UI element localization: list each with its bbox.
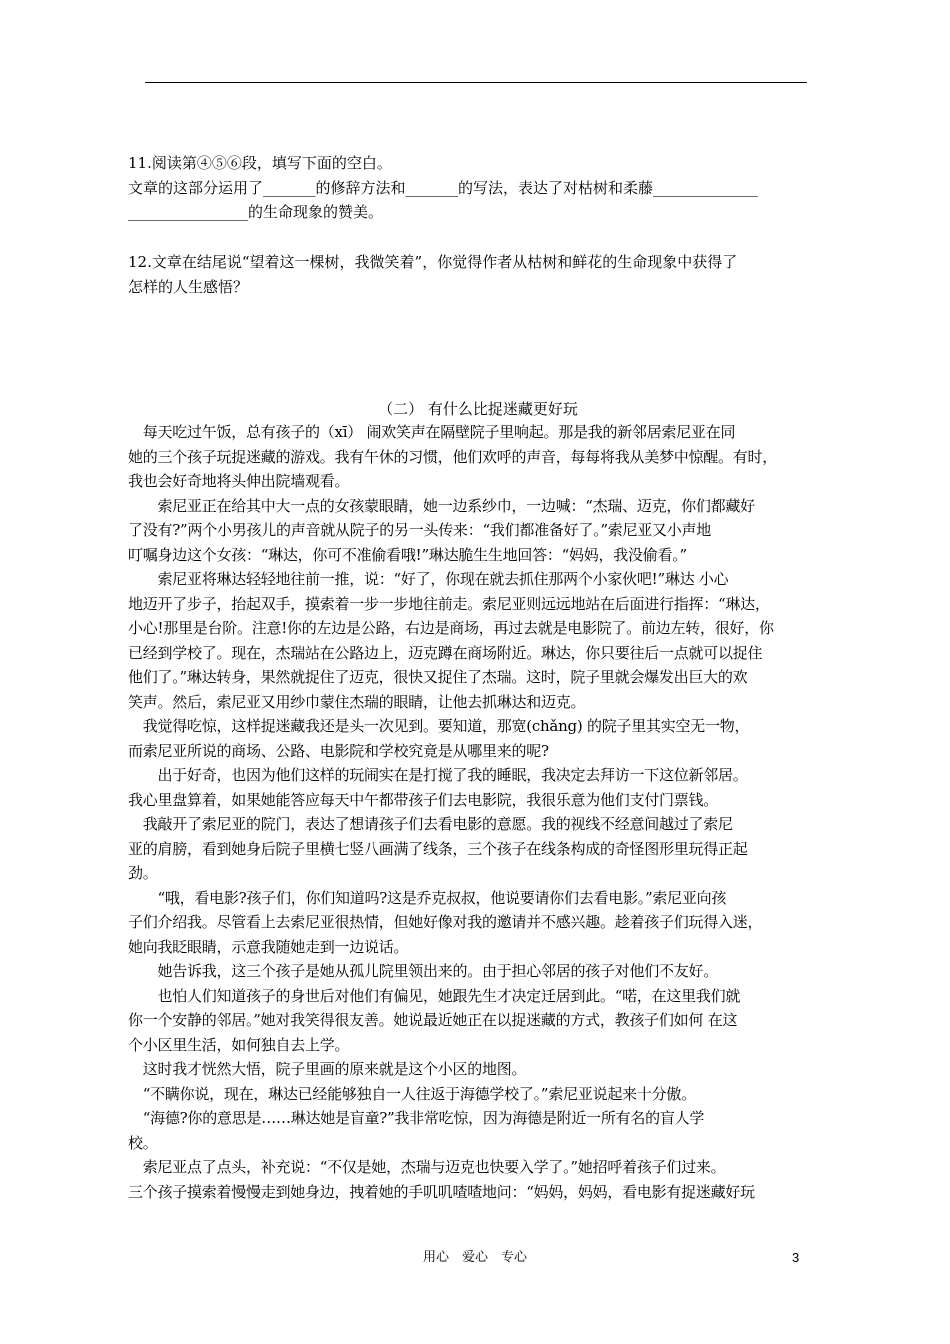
story-line: 子们介绍我。尽管看上去索尼亚很热情，但她好像对我的邀请并不感兴趣。趁着孩子们玩得入迷， [128, 913, 763, 931]
story-line: 了没有?”两个小男孩儿的声音就从院子的另一头传来：“我们都准备好了。”索尼亚又小声地 [128, 521, 712, 539]
story-line: 这时我才恍然大悟，院子里画的原来就是这个小区的地图。 [128, 1060, 527, 1078]
story-line: 她向我眨眼睛，示意我随她走到一边说话。 [128, 937, 409, 956]
story-line: 也怕人们知道孩子的身世后对他们有偏见，她跟先生才决定迁居到此。“喏，在这里我们就 [128, 986, 741, 1005]
story-line: 叮嘱身边这个女孩：“琳达，你可不准偷看哦!”琳达脆生生地回答：“妈妈，我没偷看。” [128, 545, 687, 564]
story-line: 她的三个孩子玩捉迷藏的游戏。我有午休的习惯，他们欢呼的声音，每每将我从美梦中惊醒。有时， [128, 447, 778, 466]
story-title: （二） 有什么比捉迷藏更好玩 [378, 400, 578, 418]
story-line: 已经到学校了。现在，杰瑞站在公路边上，迈克蹲在商场附近。琳达，你只要往后一点就可以捉住 [128, 643, 763, 662]
story-line: 她告诉我，这三个孩子是她从孤儿院里领出来的。由于担心邻居的孩子对他们不友好。 [128, 962, 719, 980]
footer-motto: 用心 爱心 专心 [422, 1250, 527, 1265]
story-line: 笑声。然后，索尼亚又用纱巾蒙住杰瑞的眼睛，让他去抓琳达和迈克。 [128, 692, 586, 711]
story-line: 他们了。”琳达转身，果然就捉住了迈克，很快又捉住了杰瑞。这时，院子里就会爆发出巨大的欢 [128, 668, 748, 686]
story-line: 每天吃过午饭，总有孩子的（xī） 闹欢笑声在隔壁院子里响起。那是我的新邻居索尼亚在同 [128, 423, 736, 441]
story-line: 而索尼亚所说的商场、公路、电影院和学校究竟是从哪里来的呢? [128, 741, 549, 760]
story-line: 我心里盘算着，如果她能答应每天中午都带孩子们去电影院，我很乐意为他们支付门票钱。 [128, 790, 719, 809]
header-rule [145, 82, 807, 83]
story-line: 地迈开了步子，抬起双手，摸索着一步一步地往前走。索尼亚则远远地站在后面进行指挥：“琳达， [128, 594, 770, 613]
story-line: 校。 [128, 1133, 158, 1152]
story-line: “海德?你的意思是……琳达她是盲童?”我非常吃惊，因为海德是附近一所有名的盲人学 [128, 1109, 705, 1127]
story-line: 亚的肩膀，看到她身后院子里横七竖八画满了线条，三个孩子在线条构成的奇怪图形里玩得正起 [128, 839, 748, 858]
story-line: 个小区里生活，如何独自去上学。 [128, 1035, 350, 1054]
question-11 [128, 151, 828, 225]
question-11-line: ________________的生命现象的赞美。 [128, 203, 384, 221]
page-number: 3 [792, 1250, 800, 1265]
story-line: 你一个安静的邻居。”她对我笑得很友善。她说最近她正在以捉迷藏的方式，教孩子们如何 在这 [128, 1011, 738, 1029]
story-line: 小心!那里是台阶。注意!你的左边是公路，右边是商场，再过去就是电影院了。前边左转，很好，你 [128, 619, 774, 637]
story-body [128, 420, 828, 1204]
story-line: 我觉得吃惊，这样捉迷藏我还是头一次见到。要知道，那宽(chǎng) 的院子里其实空无一物， [128, 717, 750, 735]
question-12-line: 12.文章在结尾说“望着这一棵树，我微笑着”，你觉得作者从枯树和鲜花的生命现象中获得了 [128, 253, 738, 271]
story-line: “不瞒你说，现在，琳达已经能够独自一人往返于海德学校了。”索尼亚说起来十分傲。 [128, 1084, 696, 1103]
story-line: “哦，看电影?孩子们，你们知道吗?这是乔克叔叔，他说要请你们去看电影。”索尼亚向孩 [128, 888, 727, 907]
question-12-line: 怎样的人生感悟？ [128, 277, 249, 296]
story-line: 劲。 [128, 864, 158, 882]
story-line: 索尼亚正在给其中大一点的女孩蒙眼睛，她一边系纱巾，一边喊：“杰瑞、迈克，你们都藏好 [128, 496, 755, 515]
question-12 [128, 250, 828, 299]
story-line: 我也会好奇地将头伸出院墙观看。 [128, 472, 350, 490]
question-11-line: 文章的这部分运用了_______的修辞方法和_______的写法，表达了对枯树和柔藤______________ [128, 178, 759, 197]
story-line: 索尼亚将琳达轻轻地往前一推，说：“好了，你现在就去抓住那两个小家伙吧!”琳达 小心 [128, 570, 729, 588]
story-line: 三个孩子摸索着慢慢走到她身边，拽着她的手叽叽喳喳地问：“妈妈，妈妈，看电影有捉迷藏好玩 [128, 1182, 755, 1201]
story-line: 出于好奇，也因为他们这样的玩闹实在是打搅了我的睡眠，我决定去拜访一下这位新邻居。 [128, 766, 748, 784]
story-line: 索尼亚点了点头，补充说：“不仅是她，杰瑞与迈克也快要入学了。”她招呼着孩子们过来。 [128, 1158, 726, 1176]
story-line: 我敲开了索尼亚的院门，表达了想请孩子们去看电影的意愿。我的视线不经意间越过了索尼 [128, 815, 733, 833]
question-11-line: 11.阅读第④⑤⑥段，填写下面的空白。 [128, 154, 392, 172]
